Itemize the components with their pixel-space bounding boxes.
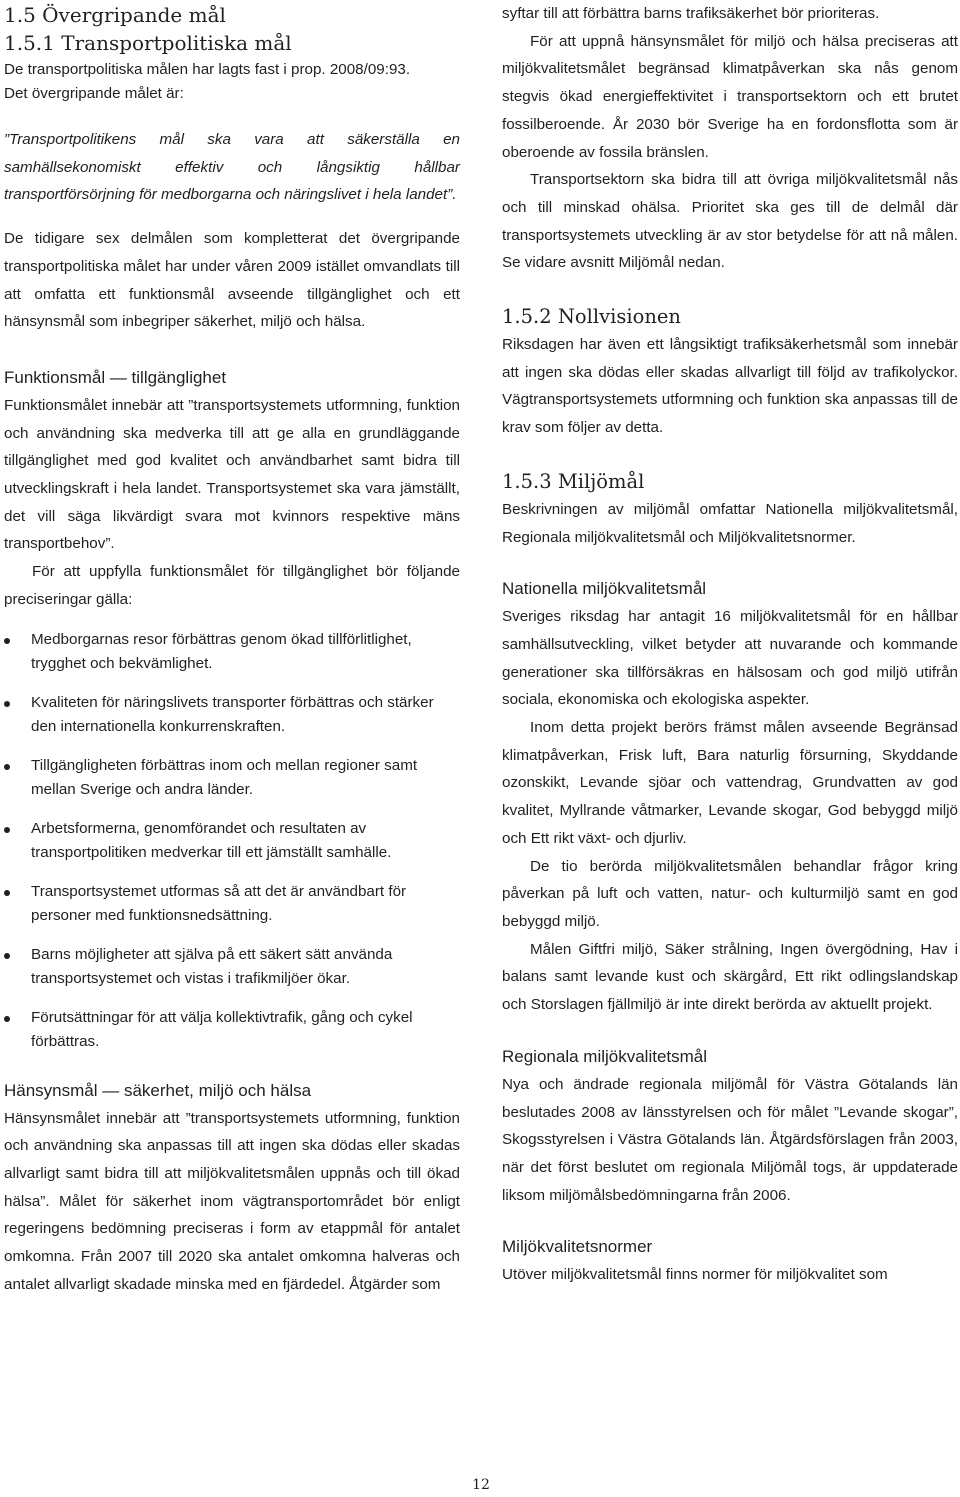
precision-list [4,628,460,1055]
list-item: Arbetsformerna, genomförandet och resultaten av transportpolitiken medverkar till ett jämställt samhälle. [4,817,460,866]
list-item: Tillgängligheten förbättras inom och mellan regioner samt mellan Sverige och andra länder. [4,754,460,803]
list-item: Transportsystemet utformas så att det är användbart för personer med funktionsnedsättning. [4,880,460,929]
bullet-icon [4,1016,10,1022]
bullet-icon [4,764,10,770]
intro-text-1: De transportpolitiska målen har lagts fast i prop. 2008/09:93. [4,61,411,78]
bullet-icon [4,701,10,707]
paragraph-preciseringar: För att uppfylla funktionsmålet för tillgänglighet bör följande preciseringar gälla: [4,563,460,608]
right-column [502,0,958,1289]
heading-nationella: Nationella miljökvalitetsmål [502,579,707,599]
list-item: Barns möjligheter att själva på ett säkert sätt använda transportsystemet och vistas i trafikmiljöer ökar. [4,943,460,992]
list-item: Kvaliteten för näringslivets transporter förbättras och stärker den internationella konkurrenskraften. [4,691,460,740]
left-column [4,0,460,1298]
paragraph-nationella-3: De tio berörda miljökvalitetsmålen behandlar frågor kring påverkan på luft och vatten, natur- och kulturmiljö samt en god bebyggd miljö. [502,857,958,930]
page-number: 12 [472,1477,490,1493]
heading-regionala: Regionala miljökvalitetsmål [502,1046,708,1066]
paragraph-ovriga-mal: Transportsektorn ska bidra till att övriga miljökvalitetsmål nås och till minskad ohälsa. Prioritet ska ges till de delmål där transportsystemets utveckling är av stor betydelse för att nå målen. Se vidare avsnitt Miljömål nedan. [502,171,958,272]
paragraph-nollvisionen: Riksdagen har även ett långsiktigt trafiksäkerhetsmål som innebär att ingen ska dödas eller skadas allvarligt till följd av trafikolyckor. Vägtransportsystemets utformning och funktion ska anpassas till de krav som följer av detta. [502,336,958,437]
heading-funktionsmal: Funktionsmål — tillgänglighet [4,367,227,387]
bullet-icon [4,827,10,833]
paragraph-hansynsmal: Hänsynsmålet innebär att ”transportsystemets utformning, funktion och användning ska anpassas till att ingen ska dödas eller skadas allvarligt samt bidra till att miljökvalitetsmålen uppnås och till ökad hälsa”. Målet för säkerhet inom vägtransportområdet bör enligt regeringens bedömning preciseras i form av etappmål för antalet omkomna. Från 2007 till 2020 ska antalet omkomna halveras och antalet allvarligt skadade minska med en fjärdedel. Åtgärder som [4,1109,460,1293]
section-title-1-5: 1.5 Övergripande mål [4,3,226,27]
paragraph-miljo-halsa: För att uppnå hänsynsmålet för miljö och hälsa preciseras att miljökvalitetsmålet begränsad klimatpåverkan ska nås genom stegvis ökad energieffektivitet i transportsektorn och ett brutet fossilberoende. År 2030 bör Sverige ha en fordonsflotta som är oberoende av fossila bränslen. [502,32,958,161]
section-title-1-5-3: 1.5.3 Miljömål [502,469,645,493]
section-title-1-5-1: 1.5.1 Transportpolitiska mål [4,31,292,55]
heading-miljokvalitetsnormer: Miljökvalitetsnormer [502,1237,653,1257]
bullet-icon [4,638,10,644]
paragraph-delmal: De tidigare sex delmålen som kompletterat det övergripande transportpolitiska målet har under våren 2009 istället omvandlats till att omfatta ett funktionsmål avseende tillgänglighet och ett hänsynsmål som inbegriper säkerhet, miljö och hälsa. [4,230,460,331]
goal-quote: ”Transportpolitikens mål ska vara att säkerställa en samhällsekonomiskt effektiv och långsiktig hållbar transportförsörjning för medborgarna och näringslivet i hela landet”. [4,131,460,204]
paragraph-nationella-4: Målen Giftfri miljö, Säker strålning, Ingen övergödning, Hav i balans samt levande kust och skärgård, Ett rikt odlingslandskap och Storslagen fjällmiljö är inte direkt berörda av aktuellt projekt. [502,940,958,1014]
paragraph-normer: Utöver miljökvalitetsmål finns normer för miljökvalitet som [502,1266,888,1284]
paragraph-nationella-2: Inom detta projekt berörs främst målen avseende Begränsad klimatpåverkan, Frisk luft, Bara naturlig försurning, Skyddande ozonskikt, Levande sjöar och vattendrag, Grundvatten av god kvalitet, Myllrande våtmarker, Levande skogar, God bebyggd miljö och Ett rikt växt- och djurliv. [502,719,958,847]
list-item: Förutsättningar för att välja kollektivtrafik, gång och cykel förbättras. [4,1006,460,1055]
paragraph-beskrivning: Beskrivningen av miljömål omfattar Nationella miljökvalitetsmål, Regionala miljökvalitetsmål och Miljökvalitetsnormer. [502,500,958,546]
list-item: Medborgarnas resor förbättras genom ökad tillförlitlighet, trygghet och bekvämlighet. [4,628,460,677]
intro-text-2: Det övergripande målet är: [4,85,184,102]
paragraph-continuation: syftar till att förbättra barns trafiksäkerhet bör prioriteras. [502,5,880,22]
paragraph-funktionsmal: Funktionsmålet innebär att ”transportsystemets utformning, funktion och användning ska medverka till att ge alla en grundläggande tillgänglighet med god kvalitet och användbarhet samt bidra till utvecklingskraft i hela landet. Transportsystemet ska vara jämställt, det vill säga likvärdigt svara mot kvinnors respektive mäns transportbehov”. [4,396,460,553]
paragraph-regionala: Nya och ändrade regionala miljömål för Västra Götalands län beslutades 2008 av länsstyrelsen och för målet ”Levande skogar”, Skogsstyrelsen i Västra Götalands län. Åtgärdsförslagen från 2003, när det först beslutet om regionala Miljömål togs, är uppdaterade liksom miljömålsbedömningarna från 2006. [502,1075,958,1204]
bullet-icon [4,890,10,896]
bullet-icon [4,953,10,959]
paragraph-nationella-1: Sveriges riksdag har antagit 16 miljökvalitetsmål för en hållbar samhällsutveckling, vilket betyder att nuvarande och kommande generationer ska tillförsäkras en hälsosam och god miljö utifrån sociala, ekonomiska och ekologiska aspekter. [502,608,958,709]
heading-hansynsmal: Hänsynsmål — säkerhet, miljö och hälsa [4,1080,312,1100]
section-title-1-5-2: 1.5.2 Nollvisionen [502,305,681,329]
